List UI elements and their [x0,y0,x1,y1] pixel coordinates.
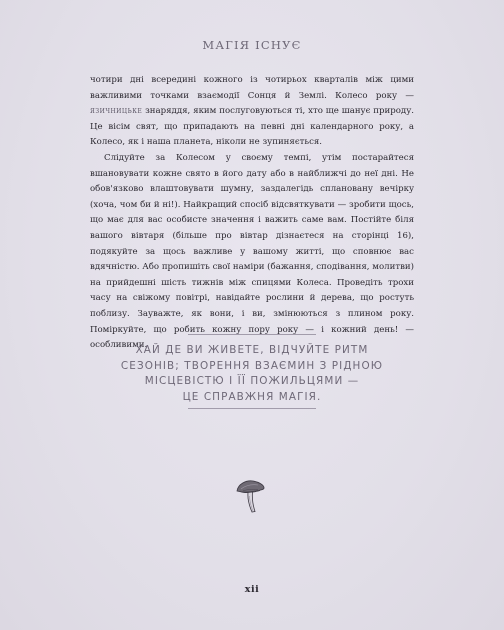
body-text [90,73,414,354]
pullquote-top-rule [188,334,316,335]
pullquote-line: ХАЙ ДЕ ВИ ЖИВЕТЕ, ВІДЧУЙТЕ РИТМ [135,344,369,356]
running-title: МАГІЯ ІСНУЄ [202,38,302,52]
pullquote-bottom-rule [188,408,316,409]
paragraph-1 [90,73,414,151]
page-number: xii [244,584,260,595]
paragraph-1-start: чотири дні всередині кожного із чотирьох кварталів між цими важливими точками взаємодії Сонця й Землі. Колесо року — [90,75,414,101]
mushroom-icon [234,478,268,514]
paragraph-2: Слідуйте за Колесом у своєму темпі, утім постарайтеся вшановувати кожне свято в його дату або в найближчі до неї дні. Не обов'язково влаштовувати шумну, заздалегідь сплановану вечірку (хоча, чом би й ні!). Найкращий спосіб відсвяткувати — зробити щось, що має для вас особисте значення і важить саме вам. Постійте біля вашого вівтаря (більше про вівтар дізнаєтеся на сторінці 16), подякуйте за щось важливе у вашому житті, що сповнює вас вдячністю. Або пропишіть свої наміри (бажання, сподівання, молитви) на прийдешні шість тижнів між спицями Колеса. Проведіть трохи часу на свіжому повітрі, навідайте рослини й дерева, що ростуть поблизу. Зауважте, як вони, і ви, змінюються з плином року. Поміркуйте, що робить кожну пору року — і кожний день! — особливими. [90,152,414,351]
pullquote-line: СЕЗОНІВ; ТВОРЕННЯ ВЗАЄМИН З РІДНОЮ [120,359,384,372]
pullquote-line: ЦЕ СПРАВЖНЯ МАГІЯ. [182,390,322,403]
pullquote [80,343,424,405]
paragraph-1-end: знаряддя, яким послуговуються ті, хто ще шанує природу. Це вісім свят, що припадають на певні дні календарного року, а Колесо, як і наша планета, ніколи не зупиняється. [90,106,414,148]
pullquote-line: МІСЦЕВІСТЮ І ЇЇ ПОЖИЛЬЦЯМИ — [144,375,360,387]
term-pagan: язичницьке [90,106,143,117]
